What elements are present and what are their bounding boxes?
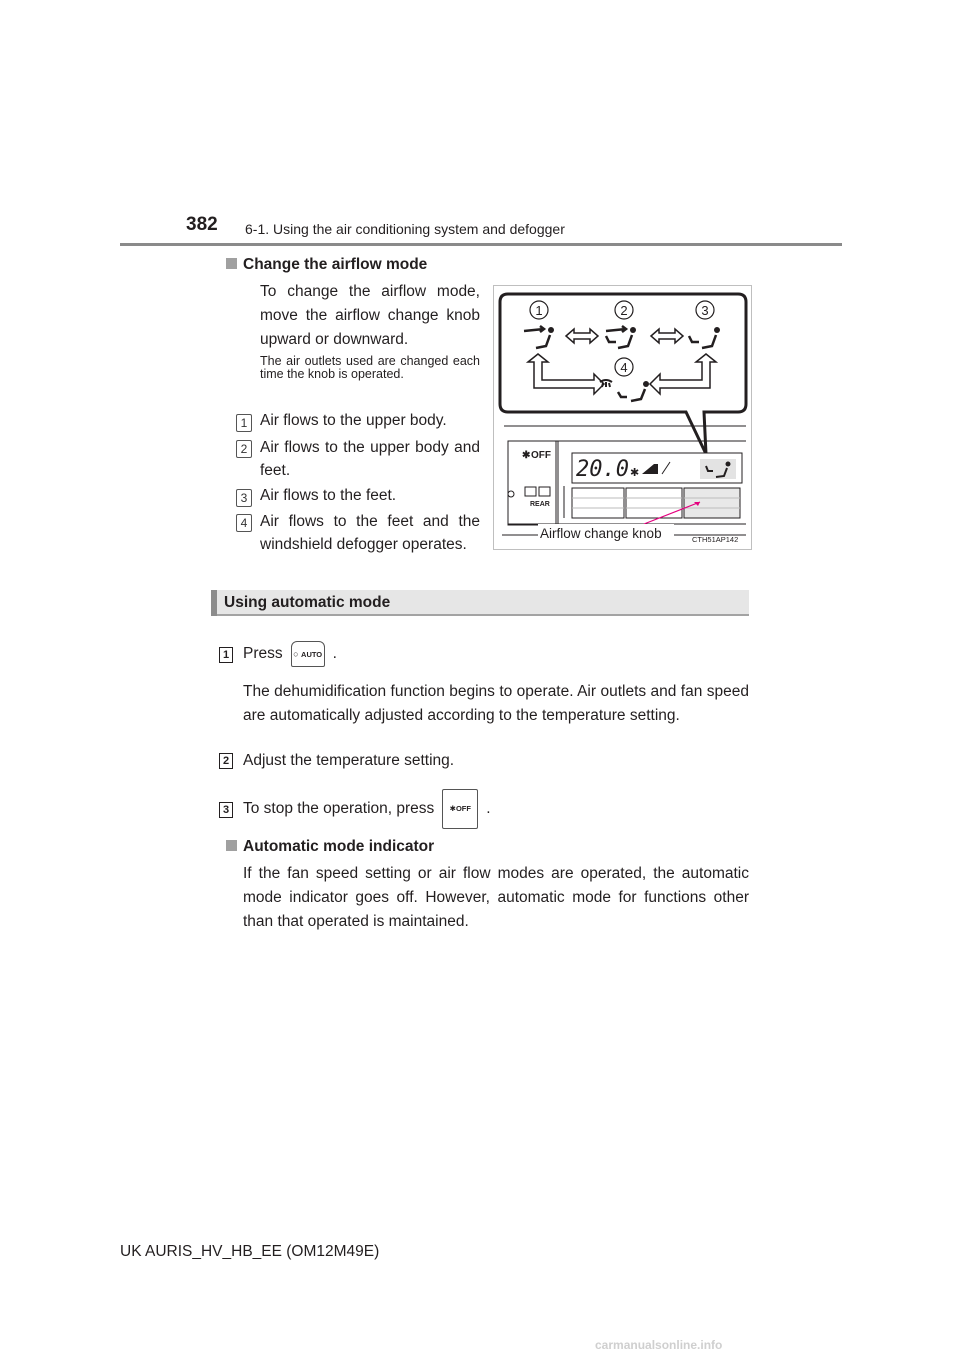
temperature-knob[interactable]	[572, 488, 624, 518]
airflow-change-knob[interactable]	[684, 488, 740, 518]
step-1-number: 1	[219, 647, 233, 663]
airflow-intro: To change the airflow mode, move the airflow change knob upward or downward.	[260, 283, 480, 348]
running-head: 6-1. Using the air conditioning system and defogger	[245, 221, 565, 237]
step-2-instruction: Adjust the temperature setting.	[243, 752, 455, 769]
climate-panel-illustration	[494, 286, 751, 549]
square-bullet-icon	[226, 258, 237, 269]
auto-indicator-icon: ○	[293, 648, 302, 659]
airflow-item-4-number: 4	[236, 514, 252, 532]
indicator-section-title: Automatic mode indicator	[226, 838, 434, 856]
airflow-item-1: Air flows to the upper body.	[260, 412, 447, 429]
auto-button[interactable]: ○ AUTO	[291, 641, 325, 667]
auto-mode-heading-bar	[211, 590, 749, 616]
temperature-readout: 20.0	[576, 457, 629, 482]
fan-icon: ✱	[630, 467, 640, 479]
rear-defog-icon	[525, 487, 536, 496]
rear-label: REAR	[530, 501, 550, 508]
indicator-lamp	[508, 491, 514, 497]
control-panel	[502, 426, 746, 535]
step-3-instruction: To stop the operation, press ✱OFF .	[243, 787, 491, 831]
heading-stripe	[211, 590, 217, 616]
airflow-item-3: Air flows to the feet.	[260, 487, 397, 504]
step-1-instruction: Press ○ AUTO .	[243, 634, 337, 674]
airflow-item-2-number: 2	[236, 440, 252, 458]
fan-knob[interactable]	[626, 488, 682, 518]
document-id: UK AURIS_HV_HB_EE (OM12M49E)	[120, 1243, 380, 1260]
mode-3-number: 3	[701, 303, 709, 318]
step-2-number: 2	[219, 753, 233, 769]
mirror-heater-icon	[539, 487, 550, 496]
page-number: 382	[186, 214, 218, 235]
step-1-detail: The dehumidification function begins to operate. Air outlets and fan speed are automatically adjusted according to the temperature setting.	[243, 683, 749, 724]
airflow-note: The air outlets used are changed each time the knob is operated.	[260, 354, 480, 381]
climate-panel-figure	[493, 285, 752, 550]
mode-4-number: 4	[620, 360, 628, 375]
mode-1-number: 1	[535, 303, 543, 318]
airflow-item-2: Air flows to the upper body and feet.	[260, 439, 480, 479]
airflow-item-4: Air flows to the feet and the windshield defogger operates.	[260, 513, 480, 553]
airflow-item-1-number: 1	[236, 414, 252, 432]
fan-off-button[interactable]: ✱OFF	[442, 789, 478, 829]
fan-icon: ✱	[449, 803, 456, 813]
watermark: carmanualsonline.info	[595, 1338, 723, 1352]
figure-id: CTH51AP142	[692, 535, 739, 544]
mode-2-number: 2	[620, 303, 628, 318]
airflow-item-3-number: 3	[236, 489, 252, 507]
auto-mode-heading: Using automatic mode	[224, 594, 391, 611]
header-rule	[120, 243, 842, 246]
airflow-section-title: Change the airflow mode	[226, 256, 427, 274]
airflow-knob-label: Airflow change knob	[540, 526, 662, 541]
fan-off-text: OFF	[531, 450, 551, 461]
indicator-text: If the fan speed setting or air flow modes are operated, the automatic mode indicator goes off. However, automatic mode for functions other than that operated is maintained.	[243, 865, 749, 930]
square-bullet-icon	[226, 840, 237, 851]
step-3-number: 3	[219, 802, 233, 818]
fan-off-label: ✱	[522, 450, 531, 461]
